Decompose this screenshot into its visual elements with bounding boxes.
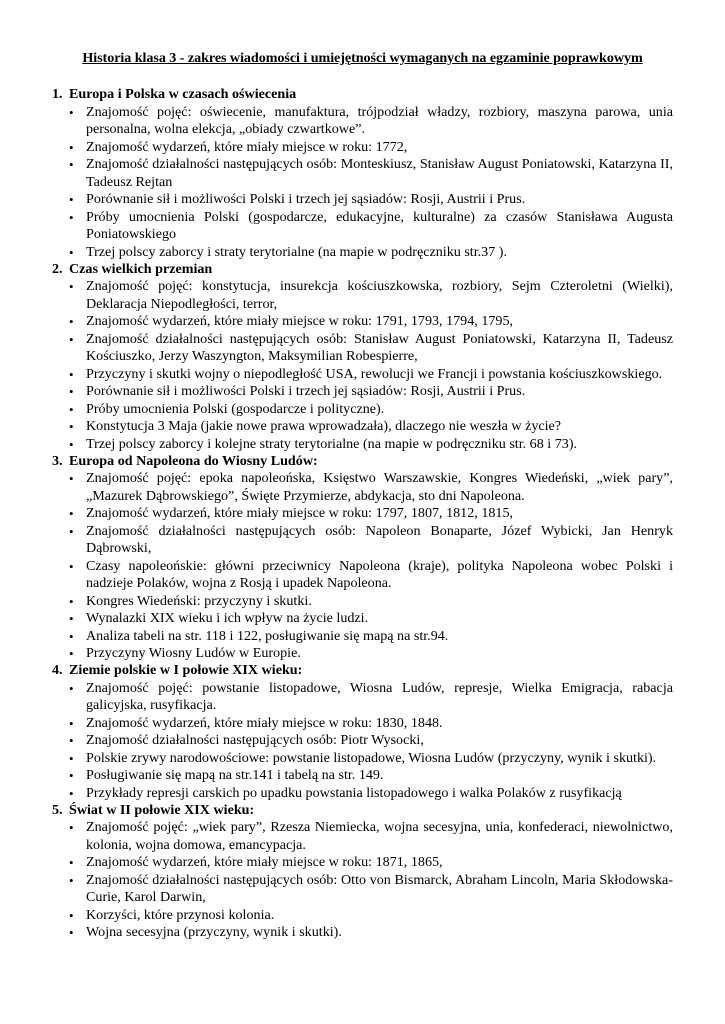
list-item-text: Posługiwanie się mapą na str.141 i tabelą na str. 149. xyxy=(86,767,384,784)
list-item xyxy=(69,470,673,505)
list-item-text: Trzej polscy zaborcy i kolejne straty terytorialne (na mapie w podręczniku str. 68 i 73). xyxy=(86,435,578,452)
list-item xyxy=(69,680,673,715)
bullet-icon: • xyxy=(69,506,74,522)
section-heading xyxy=(52,86,673,103)
list-item xyxy=(69,715,673,732)
section-heading xyxy=(52,802,673,819)
bullet-icon: • xyxy=(69,750,74,766)
list-item xyxy=(69,505,673,522)
list-item xyxy=(69,156,673,191)
list-item-text: Polskie zrywy narodowościowe: powstanie listopadowe, Wiosna Ludów (przyczyny, wynik i skutki). xyxy=(86,749,657,766)
bullet-icon: • xyxy=(69,279,74,295)
section xyxy=(52,86,673,261)
bullet-icon: • xyxy=(69,436,74,452)
bullet-icon: • xyxy=(69,157,74,173)
list-item xyxy=(69,645,673,662)
list-item xyxy=(69,278,673,313)
list-item xyxy=(69,209,673,244)
list-item-text: Próby umocnienia Polski (gospodarcze i polityczne). xyxy=(86,400,385,417)
bullet-icon: • xyxy=(69,209,74,225)
list-item-text: Analiza tabeli na str. 118 i 122, posługiwanie się mapą na str.94. xyxy=(86,627,449,644)
bullet-icon: • xyxy=(69,785,74,801)
bullet-icon: • xyxy=(69,419,74,435)
list-item-text: Trzej polscy zaborcy i straty terytorialne (na mapie w podręczniku str.37 ). xyxy=(86,243,507,260)
item-list xyxy=(52,470,673,662)
list-item-text: Konstytucja 3 Maja (jakie nowe prawa wprowadzała), dlaczego nie weszła w życie? xyxy=(86,418,562,435)
list-item-text: Znajomość wydarzeń, które miały miejsce w roku: 1791, 1793, 1794, 1795, xyxy=(86,313,514,330)
bullet-icon: • xyxy=(69,855,74,871)
list-item xyxy=(69,383,673,400)
list-item xyxy=(69,872,673,907)
list-item xyxy=(69,819,673,854)
list-item-text: Znajomość wydarzeń, które miały miejsce w roku: 1830, 1848. xyxy=(86,714,443,731)
list-item-text: Znajomość pojęć: konstytucja, insurekcja kościuszkowska, rozbiory, Sejm Czteroletni (Wielki), Deklaracja Niepodległości, terror, xyxy=(86,278,673,312)
item-list xyxy=(52,278,673,453)
section-title: Europa i Polska w czasach oświecenia xyxy=(69,86,297,103)
list-item xyxy=(69,313,673,330)
list-item xyxy=(69,331,673,366)
list-item xyxy=(69,366,673,383)
bullet-icon: • xyxy=(69,872,74,888)
list-item-text: Znajomość pojęć: epoka napoleońska, Księstwo Warszawskie, Kongres Wiedeński, „wiek pary”, „Mazurek Dąbrowskiego”, Święte Przymierze, abdykacja, sto dni Napoleona. xyxy=(86,470,673,504)
list-item xyxy=(69,523,673,558)
section-heading xyxy=(52,261,673,278)
list-item xyxy=(69,907,673,924)
bullet-icon: • xyxy=(69,715,74,731)
list-item xyxy=(69,924,673,941)
bullet-icon: • xyxy=(69,331,74,347)
bullet-icon: • xyxy=(69,471,74,487)
bullet-icon: • xyxy=(69,680,74,696)
bullet-icon: • xyxy=(69,611,74,627)
bullet-icon: • xyxy=(69,104,74,120)
list-item-text: Próby umocnienia Polski (gospodarcze, edukacyjne, kulturalne) za czasów Stanisława Augusta Poniatowskiego xyxy=(86,208,673,243)
list-item-text: Przyczyny i skutki wojny o niepodległość USA, rewolucji we Francji i powstania kościuszkowskiego. xyxy=(86,365,663,382)
list-item xyxy=(69,401,673,418)
list-item-text: Wynalazki XIX wieku i ich wpływ na życie ludzi. xyxy=(86,610,369,627)
list-item xyxy=(69,767,673,784)
section-heading xyxy=(52,453,673,470)
list-item-text: Znajomość pojęć: oświecenie, manufaktura, trójpodział władzy, rozbiory, maszyna parowa, unia personalna, wolna elekcja, „obiady czwartkowe”. xyxy=(86,103,673,138)
section-number: 5. xyxy=(52,802,63,819)
list-item-text: Przyczyny Wiosny Ludów w Europie. xyxy=(86,644,301,661)
section xyxy=(52,662,673,802)
list-item xyxy=(69,436,673,453)
list-item-text: Znajomość działalności następujących osób: Napoleon Bonaparte, Józef Wybicki, Jan Henryk Dąbrowski, xyxy=(86,522,673,557)
bullet-icon: • xyxy=(69,192,74,208)
list-item-text: Przykłady represji carskich po upadku powstania listopadowego i walka Polaków z rusyfikacją xyxy=(86,784,622,801)
sections-list xyxy=(52,86,673,941)
bullet-icon: • xyxy=(69,768,74,784)
item-list xyxy=(52,680,673,802)
section-title: Ziemie polskie w I połowie XIX wieku: xyxy=(69,662,303,679)
list-item xyxy=(69,244,673,261)
section-number: 4. xyxy=(52,662,63,679)
bullet-icon: • xyxy=(69,645,74,661)
list-item-text: Porównanie sił i możliwości Polski i trzech jej sąsiadów: Rosji, Austrii i Prus. xyxy=(86,191,526,208)
section-number: 2. xyxy=(52,260,63,277)
bullet-icon: • xyxy=(69,907,74,923)
list-item xyxy=(69,854,673,871)
list-item-text: Porównanie sił i możliwości Polski i trzech jej sąsiadów: Rosji, Austrii i Prus. xyxy=(86,383,526,400)
list-item xyxy=(69,593,673,610)
section-number: 3. xyxy=(52,452,63,469)
list-item-text: Znajomość pojęć: powstanie listopadowe, Wiosna Ludów, represje, Wielka Emigracja, rabacja galicyjska, rusyfikacja. xyxy=(86,679,673,714)
bullet-icon: • xyxy=(69,366,74,382)
list-item xyxy=(69,104,673,139)
list-item-text: Kongres Wiedeński: przyczyny i skutki. xyxy=(86,592,312,609)
section-title: Europa od Napoleona do Wiosny Ludów: xyxy=(69,452,318,469)
bullet-icon: • xyxy=(69,523,74,539)
list-item-text: Wojna secesyjna (przyczyny, wynik i skutki). xyxy=(86,924,342,941)
bullet-icon: • xyxy=(69,384,74,400)
list-item xyxy=(69,628,673,645)
section-title: Świat w II połowie XIX wieku: xyxy=(69,802,255,819)
list-item xyxy=(69,418,673,435)
bullet-icon: • xyxy=(69,628,74,644)
list-item xyxy=(69,558,673,593)
bullet-icon: • xyxy=(69,820,74,836)
list-item-text: Znajomość wydarzeń, które miały miejsce w roku: 1797, 1807, 1812, 1815, xyxy=(86,505,514,522)
section xyxy=(52,802,673,942)
bullet-icon: • xyxy=(69,593,74,609)
item-list xyxy=(52,104,673,261)
list-item xyxy=(69,610,673,627)
section-title: Czas wielkich przemian xyxy=(69,260,213,277)
list-item xyxy=(69,785,673,802)
list-item xyxy=(69,732,673,749)
section-number: 1. xyxy=(52,86,63,103)
section xyxy=(52,261,673,453)
bullet-icon: • xyxy=(69,733,74,749)
list-item xyxy=(69,191,673,208)
list-item-text: Czasy napoleońskie: główni przeciwnicy Napoleona (kraje), polityka Napoleona wobec Polski i nadzieje Polaków, wojna z Rosją i upadek Napoleona. xyxy=(86,557,673,592)
list-item xyxy=(69,750,673,767)
list-item-text: Znajomość pojęć: „wiek pary”, Rzesza Niemiecka, wojna secesyjna, unia, konfederaci, niewolnictwo, kolonia, wojna domowa, emancypacja. xyxy=(86,819,673,853)
bullet-icon: • xyxy=(69,314,74,330)
list-item-text: Znajomość działalności następujących osób: Stanisław August Poniatowski, Katarzyna II, Tadeusz Kościuszko, Jerzy Waszyngton, Maksymilian Robespierre, xyxy=(86,330,673,365)
list-item-text: Znajomość działalności następujących osób: Piotr Wysocki, xyxy=(86,732,424,749)
list-item-text: Korzyści, które przynosi kolonia. xyxy=(86,906,275,923)
list-item-text: Znajomość wydarzeń, które miały miejsce w roku: 1871, 1865, xyxy=(86,854,443,871)
section xyxy=(52,453,673,662)
bullet-icon: • xyxy=(69,244,74,260)
bullet-icon: • xyxy=(69,139,74,155)
document-title: Historia klasa 3 - zakres wiadomości i umiejętności wymaganych na egzaminie poprawkowym xyxy=(82,50,643,66)
bullet-icon: • xyxy=(69,401,74,417)
list-item-text: Znajomość działalności następujących osób: Monteskiusz, Stanisław August Poniatowski, Katarzyna II, Tadeusz Rejtan xyxy=(86,156,673,190)
bullet-icon: • xyxy=(69,925,74,941)
section-heading xyxy=(52,662,673,679)
item-list xyxy=(52,819,673,941)
list-item xyxy=(69,139,673,156)
bullet-icon: • xyxy=(69,558,74,574)
list-item-text: Znajomość wydarzeń, które miały miejsce w roku: 1772, xyxy=(86,138,408,155)
list-item-text: Znajomość działalności następujących osób: Otto von Bismarck, Abraham Lincoln, Maria Skłodowska-Curie, Karol Darwin, xyxy=(86,871,673,906)
